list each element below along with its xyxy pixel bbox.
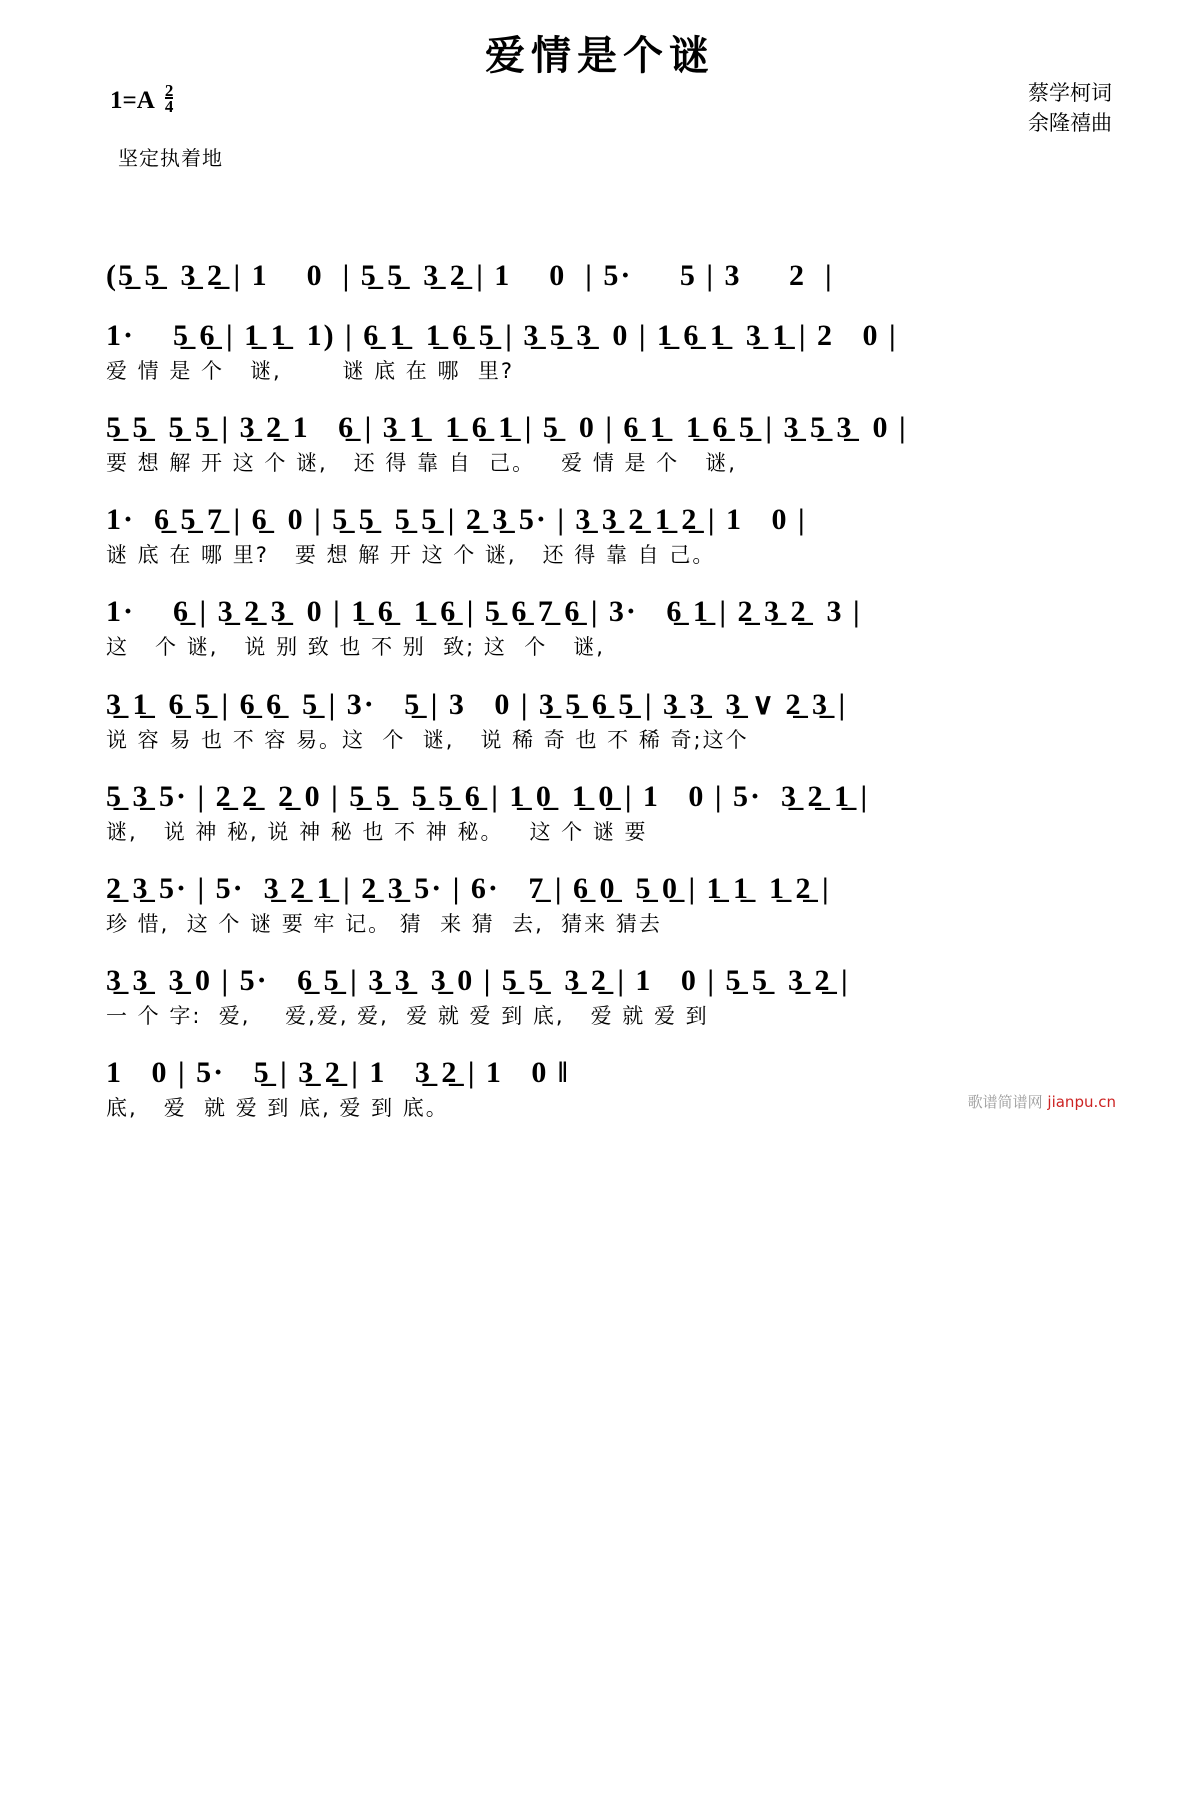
system-2-notes: 1· 5̲ 6̲ | 1̲ 1̲ 1) | 6̲ 1̲ 1̲ 6̲ 5̲ | 3̲ 5̲ 3̲ 0 | 1̲ 6̲ 1̲ 3̲ 1̲ | 2 0 | [106,319,898,352]
system-7-notes: 5̲ 3̲ 5· | 2̲ 2̲ 2̲ 0 | 5̲ 5̲ 5̲ 5̲ 6̲ | 1̲ 0̲ 1̲ 0̲ | 1 0 | 5· 3̲ 2̲ 1̲ | [106,780,870,813]
notation-body [70,259,1130,1122]
system-4 [100,503,1120,569]
system-5 [100,595,1120,661]
expression-mark: 坚定执着地 [118,146,223,170]
sheet-music-page [70,0,1130,1122]
system-8 [100,872,1120,938]
key-and-meter [110,81,174,116]
composer-credit: 余隆禧曲 [1028,111,1112,135]
system-4-lyrics: 谜 底 在 哪 里? 要 想 解 开 这 个 谜, 还 得 靠 自 己。 [106,543,716,567]
system-9-notes: 3̲ 3̲ 3̲ 0 | 5· 6̲ 5̲ | 3̲ 3̲ 3̲ 0 | 5̲ 5̲ 3̲ 2̲ | 1 0 | 5̲ 5̲ 3̲ 2̲ | [106,964,850,997]
time-signature [164,81,174,116]
system-6-lyrics: 说 容 易 也 不 容 易。这 个 谜, 说 稀 奇 也 不 稀 奇;这个 [106,728,749,752]
system-5-notes: 1· 6̲ | 3̲ 2̲ 3̲ 0 | 1̲ 6̲ 1̲ 6̲ | 5̲ 6̲ 7̲ 6̲ | 3· 6̲ 1̲ | 2̲ 3̲ 2̲ 3 | [106,595,862,628]
system-9-lyrics: 一 个 字: 爱, 爱,爱, 爱, 爱 就 爱 到 底, 爱 就 爱 到 [106,1004,709,1028]
system-7-lyrics: 谜, 说 神 秘, 说 神 秘 也 不 神 秘。 这 个 谜 要 [106,820,648,844]
system-2-lyrics: 爱 情 是 个 谜, 谜 底 在 哪 里? [106,359,514,383]
system-9 [100,964,1120,1030]
watermark-site: jianpu.cn [1047,1093,1116,1111]
meter-denominator: 4 [164,97,174,116]
system-1-notes: (5̲ 5̲ 3̲ 2̲ | 1 0 | 5̲ 5̲ 3̲ 2̲ | 1 0 | 5· 5 | 3 2 | [106,259,834,292]
watermark-text: 歌谱简谱网 [967,1093,1048,1111]
system-6 [100,687,1120,754]
system-1 [100,259,1120,293]
credits [1028,78,1112,138]
system-2 [100,319,1120,385]
system-10-lyrics: 底, 爱 就 爱 到 底, 爱 到 底。 [106,1096,449,1120]
system-4-notes: 1· 6̲ 5̲ 7̲ | 6̲ 0 | 5̲ 5̲ 5̲ 5̲ | 2̲ 3̲ 5· | 3̲ 3̲ 2̲ 1̲ 2̲ | 1 0 | [106,503,807,536]
system-7 [100,780,1120,846]
system-5-lyrics: 这 个 谜, 说 别 致 也 不 别 致; 这 个 谜, [106,635,605,659]
system-6-notes: 3̲ 1̲ 6̲ 5̲ | 6̲ 6̲ 5̲ | 3· 5̲ | 3 0 | 3̲ 5̲ 6̲ 5̲ | 3̲ 3̲ 3̲ ∨ 2̲ 3̲ | [106,688,848,721]
system-3-lyrics: 要 想 解 开 这 个 谜, 还 得 靠 自 己。 爱 情 是 个 谜, [106,451,737,475]
page-title: 爱情是个谜 [485,33,715,79]
lyricist-credit: 蔡学柯词 [1028,81,1112,105]
system-3 [100,411,1120,477]
watermark [968,1091,1116,1112]
system-10 [100,1056,1120,1122]
key-signature: 1=A [110,86,155,114]
system-10-notes: 1 0 | 5· 5̲ | 3̲ 2̲ | 1 3̲ 2̲ | 1 0 ‖ [106,1056,570,1089]
system-3-notes: 5̲ 5̲ 5̲ 5̲ | 3̲ 2̲ 1 6̲ | 3̲ 1̲ 1̲ 6̲ 1̲ | 5̲ 0 | 6̲ 1̲ 1̲ 6̲ 5̲ | 3̲ 5̲ 3̲ 0 | [106,411,908,444]
system-8-lyrics: 珍 惜, 这 个 谜 要 牢 记。 猜 来 猜 去, 猜来 猜去 [106,912,662,936]
system-8-notes: 2̲ 3̲ 5· | 5· 3̲ 2̲ 1̲ | 2̲ 3̲ 5· | 6· 7̲ | 6̲ 0̲ 5̲ 0̲ | 1̲ 1̲ 1̲ 2̲ | [106,872,831,905]
meter-numerator: 2 [164,81,174,100]
